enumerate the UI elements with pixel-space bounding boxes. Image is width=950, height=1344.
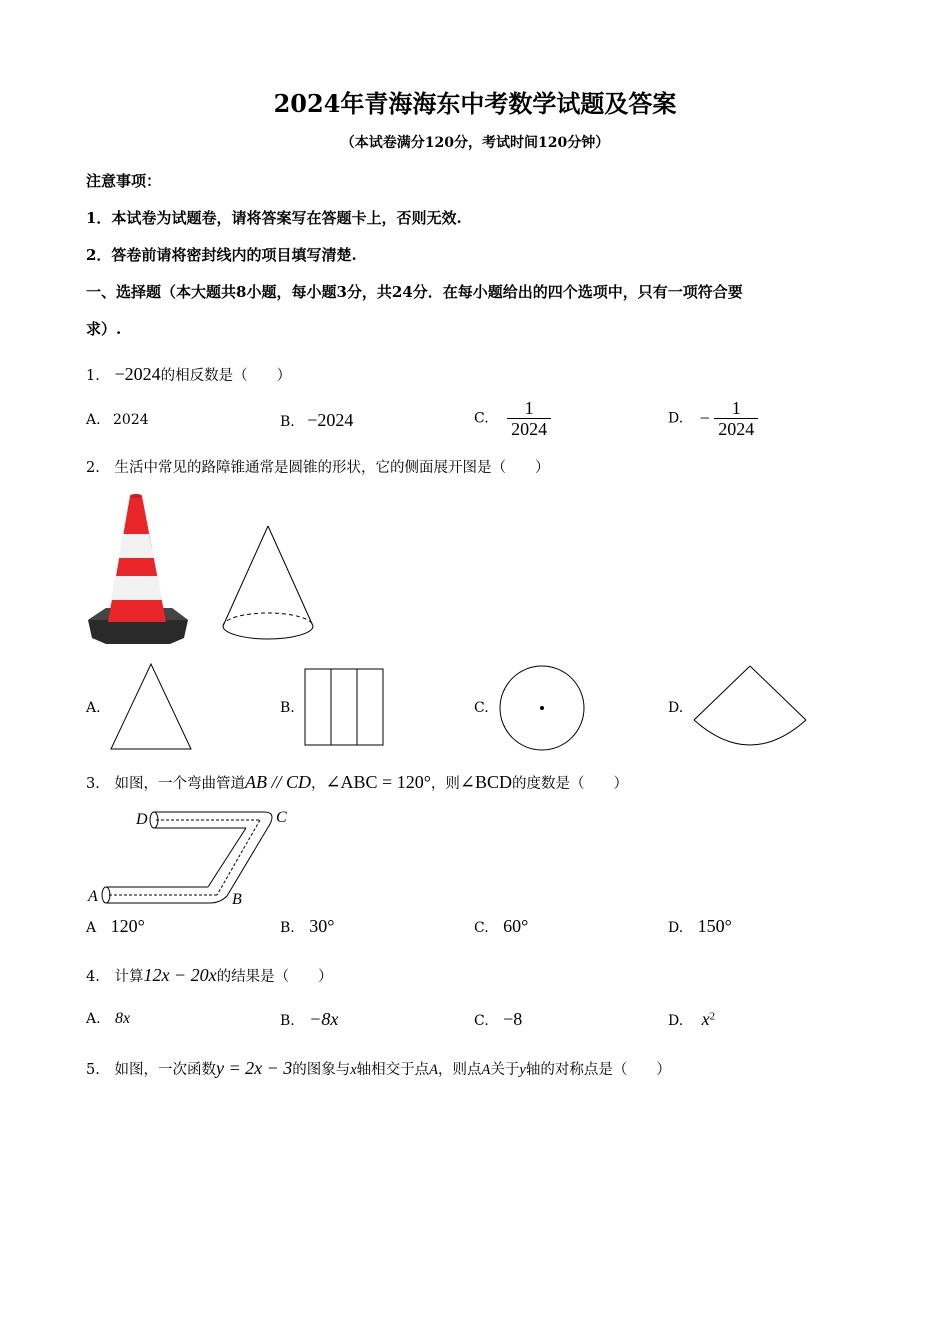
question-5 xyxy=(86,1058,671,1079)
option-value: 8x xyxy=(115,1010,131,1027)
q3-text: ，则 xyxy=(430,776,460,792)
q2-option-c-label: C. xyxy=(474,700,489,716)
numerator: 1 xyxy=(731,398,741,418)
q3-text: 的度数是（ ） xyxy=(512,776,628,792)
q5-math: y = 2x − 3 xyxy=(215,1058,293,1078)
q3-math-angle: ∠ABC = 120° xyxy=(325,772,431,792)
page-subtitle: （本试卷满分120分，考试时间120分钟） xyxy=(340,135,610,151)
q5-text: 的图象与 xyxy=(292,1062,351,1078)
variable-y: y xyxy=(519,1062,526,1078)
option-label: B. xyxy=(280,1013,295,1029)
q4-number: 4. xyxy=(86,969,100,985)
rectangle-shape xyxy=(304,668,386,748)
q4-text: 的结果是（ ） xyxy=(216,969,333,985)
notice-item-2: 2．答卷前请将密封线内的项目填写清楚. xyxy=(86,246,357,264)
option-value: x xyxy=(701,1009,710,1029)
option-label: C. xyxy=(474,1013,489,1029)
q2-number: 2. xyxy=(86,460,100,476)
q1-math: −2024 xyxy=(114,364,161,384)
q4-option-b xyxy=(280,1009,338,1030)
cone-diagram xyxy=(220,524,320,644)
q5-text: 如图，一次函数 xyxy=(114,1062,216,1078)
q5-text: 轴的对称点是（ ） xyxy=(525,1062,671,1078)
option-value: 120° xyxy=(110,916,145,936)
q3-option-c xyxy=(474,916,528,937)
point-label-c: C xyxy=(276,809,287,826)
exponent: 2 xyxy=(709,1010,716,1023)
option-label: D. xyxy=(668,1013,684,1029)
q2-text: 生活中常见的路障锥通常是圆锥的形状，它的侧面展开图是（ ） xyxy=(114,460,550,476)
option-value: −8 xyxy=(503,1009,523,1029)
q4-math: 12x − 20x xyxy=(143,965,217,985)
option-label: D. xyxy=(668,920,684,936)
option-label: A xyxy=(86,920,97,936)
q4-option-a xyxy=(86,1010,130,1028)
q4-option-c xyxy=(474,1009,522,1030)
q3-number: 3. xyxy=(86,776,100,792)
fraction xyxy=(507,398,551,439)
q4-text: 计算 xyxy=(114,969,144,985)
question-3 xyxy=(86,772,628,793)
option-label: C. xyxy=(474,410,489,427)
pipe-diagram xyxy=(84,802,304,912)
notice-item-1: 1．本试卷为试题卷，请将答案写在答题卡上，否则无效. xyxy=(86,209,462,227)
q1-option-d xyxy=(668,398,758,439)
denominator: 2024 xyxy=(507,418,551,439)
q3-math-parallel: AB // CD xyxy=(244,772,311,792)
q5-text: 关于 xyxy=(490,1062,520,1078)
triangle-shape xyxy=(110,662,194,752)
option-label: A. xyxy=(86,412,101,428)
section-heading-line1: 一、选择题（本大题共8小题，每小题3分，共24分．在每小题给出的四个选项中，只有一项符合要 xyxy=(86,283,743,301)
option-value: 60° xyxy=(503,916,529,936)
minus-sign: − xyxy=(699,408,710,428)
sector-shape xyxy=(692,664,812,750)
denominator: 2024 xyxy=(714,418,758,439)
q1-number: 1. xyxy=(86,368,100,384)
option-label: C. xyxy=(474,920,489,936)
point-a: A xyxy=(429,1062,439,1078)
traffic-cone-image xyxy=(84,492,194,648)
q1-option-c xyxy=(474,398,551,439)
option-value: −2024 xyxy=(307,410,354,430)
option-label: B. xyxy=(280,920,295,936)
q1-option-b xyxy=(280,410,353,431)
q4-option-d xyxy=(668,1009,715,1030)
point-label-d: D xyxy=(136,811,148,828)
option-label: B. xyxy=(280,414,295,430)
section-heading-line2: 求）. xyxy=(86,320,122,338)
circle-shape xyxy=(498,664,586,752)
q2-option-a-label: A. xyxy=(86,700,101,716)
option-label: D. xyxy=(668,410,684,427)
q3-option-a xyxy=(86,916,145,937)
q3-separator: ， xyxy=(310,776,326,792)
option-value: 150° xyxy=(697,916,732,936)
point-a: A xyxy=(481,1062,491,1078)
option-value: −8x xyxy=(309,1009,339,1029)
notice-heading: 注意事项： xyxy=(86,172,162,190)
page-title: 2024年青海海东中考数学试题及答案 xyxy=(273,89,677,118)
point-label-b: B xyxy=(232,891,242,908)
point-label-a: A xyxy=(88,888,98,905)
q5-number: 5. xyxy=(86,1062,100,1078)
q1-option-a xyxy=(86,412,149,428)
fraction xyxy=(714,398,758,439)
q3-text: 如图，一个弯曲管道 xyxy=(114,776,245,792)
option-label: A. xyxy=(86,1011,101,1027)
question-4 xyxy=(86,965,333,986)
q2-option-b-label: B. xyxy=(280,700,295,716)
q1-text: 的相反数是（ ） xyxy=(160,368,292,384)
q3-option-b xyxy=(280,916,334,937)
variable-x: x xyxy=(350,1062,357,1078)
q5-text: 轴相交于点 xyxy=(356,1062,430,1078)
q3-math-target-angle: ∠BCD xyxy=(459,772,512,792)
question-1 xyxy=(86,364,291,385)
question-2 xyxy=(86,456,549,477)
q2-option-d-label: D. xyxy=(668,700,684,716)
option-value: 30° xyxy=(309,916,335,936)
numerator: 1 xyxy=(524,398,534,418)
q5-text: ，则点 xyxy=(438,1062,482,1078)
q3-option-d xyxy=(668,916,732,937)
option-value: 2024 xyxy=(113,412,149,428)
